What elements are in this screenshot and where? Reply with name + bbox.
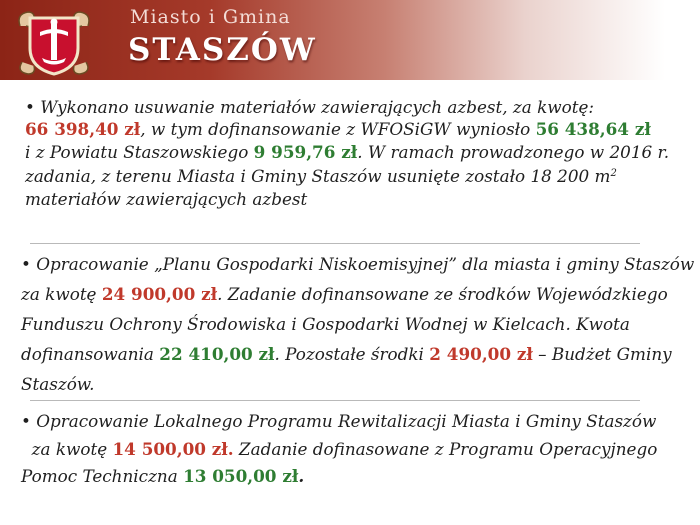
amount-total: 66 398,40 zł — [25, 119, 141, 140]
divider — [30, 243, 640, 244]
text-line — [25, 163, 685, 187]
text-line — [21, 339, 691, 369]
text-line — [21, 249, 695, 279]
text-line — [21, 369, 691, 399]
text-segment: , w tym dofinansowanie z WFOSiGW wyniosło — [140, 119, 536, 140]
text-segment: Pomoc Techniczna — [21, 466, 184, 486]
text-line — [25, 141, 685, 163]
divider — [30, 400, 640, 401]
amount-revitalization-funding: 13 050,00 zł — [183, 466, 299, 486]
text-line — [21, 309, 691, 339]
text-segment: . Zadanie dofinansowane ze środków Wojewódzkiego — [217, 284, 668, 304]
text-segment: . — [298, 466, 305, 486]
text-line — [21, 463, 691, 491]
paragraph-asbestos — [25, 96, 685, 210]
text-segment: • Wykonano usuwanie materiałów zawierających azbest, za kwotę: — [25, 97, 595, 117]
text-segment: – Budżet Gminy — [532, 344, 672, 364]
text-segment: • Opracowanie „Planu Gospodarki Niskoemisyjnej” dla miasta i gminy Staszów — [21, 254, 695, 274]
text-segment: za kwotę — [21, 284, 102, 304]
text-line — [25, 96, 685, 118]
header-subtitle: Miasto i Gmina — [130, 6, 291, 28]
staszow-coat-of-arms-icon — [14, 4, 94, 78]
text-segment: . W ramach prowadzonego w 2016 r. — [357, 141, 670, 162]
text-segment: dofinansowania — [21, 344, 160, 364]
text-segment: • Opracowanie Lokalnego Programu Rewitalizacji Miasta i Gminy Staszów — [21, 411, 657, 431]
text-segment: Funduszu Ochrony Środowiska i Gospodarki Wodnej w Kielcach. Kwota — [21, 314, 630, 334]
text-segment: Staszów. — [21, 374, 95, 394]
text-line — [25, 118, 685, 140]
text-segment: materiałów zawierających azbest — [25, 188, 308, 209]
amount-wfosigw: 56 438,64 zł — [535, 119, 651, 140]
text-line — [21, 436, 691, 464]
amount-plan-funding: 22 410,00 zł — [159, 344, 275, 364]
header-title: STASZÓW — [128, 32, 317, 68]
amount-plan-cost: 24 900,00 zł — [101, 284, 218, 304]
text-segment: zadania, z terenu Miasta i Gminy Staszów usunięte zostało 18 200 m — [25, 166, 611, 187]
text-segment: za kwotę — [21, 438, 113, 459]
text-line — [21, 408, 691, 436]
superscript: 2 — [610, 168, 617, 180]
amount-powiat: 9 959,76 zł — [253, 141, 358, 162]
amount-plan-budget: 2 490,00 zł — [429, 344, 533, 364]
paragraph-revitalization — [21, 408, 691, 491]
text-segment: . Pozostałe środki — [274, 344, 430, 364]
amount-revitalization-cost: 14 500,00 zł. — [112, 438, 234, 459]
text-line — [25, 188, 685, 210]
header-banner — [0, 0, 700, 80]
text-segment: Zadanie dofinasowane z Programu Operacyjnego — [233, 438, 658, 459]
text-segment: i z Powiatu Staszowskiego — [25, 141, 254, 162]
paragraph-emission-plan — [21, 249, 695, 399]
text-line — [21, 279, 691, 309]
